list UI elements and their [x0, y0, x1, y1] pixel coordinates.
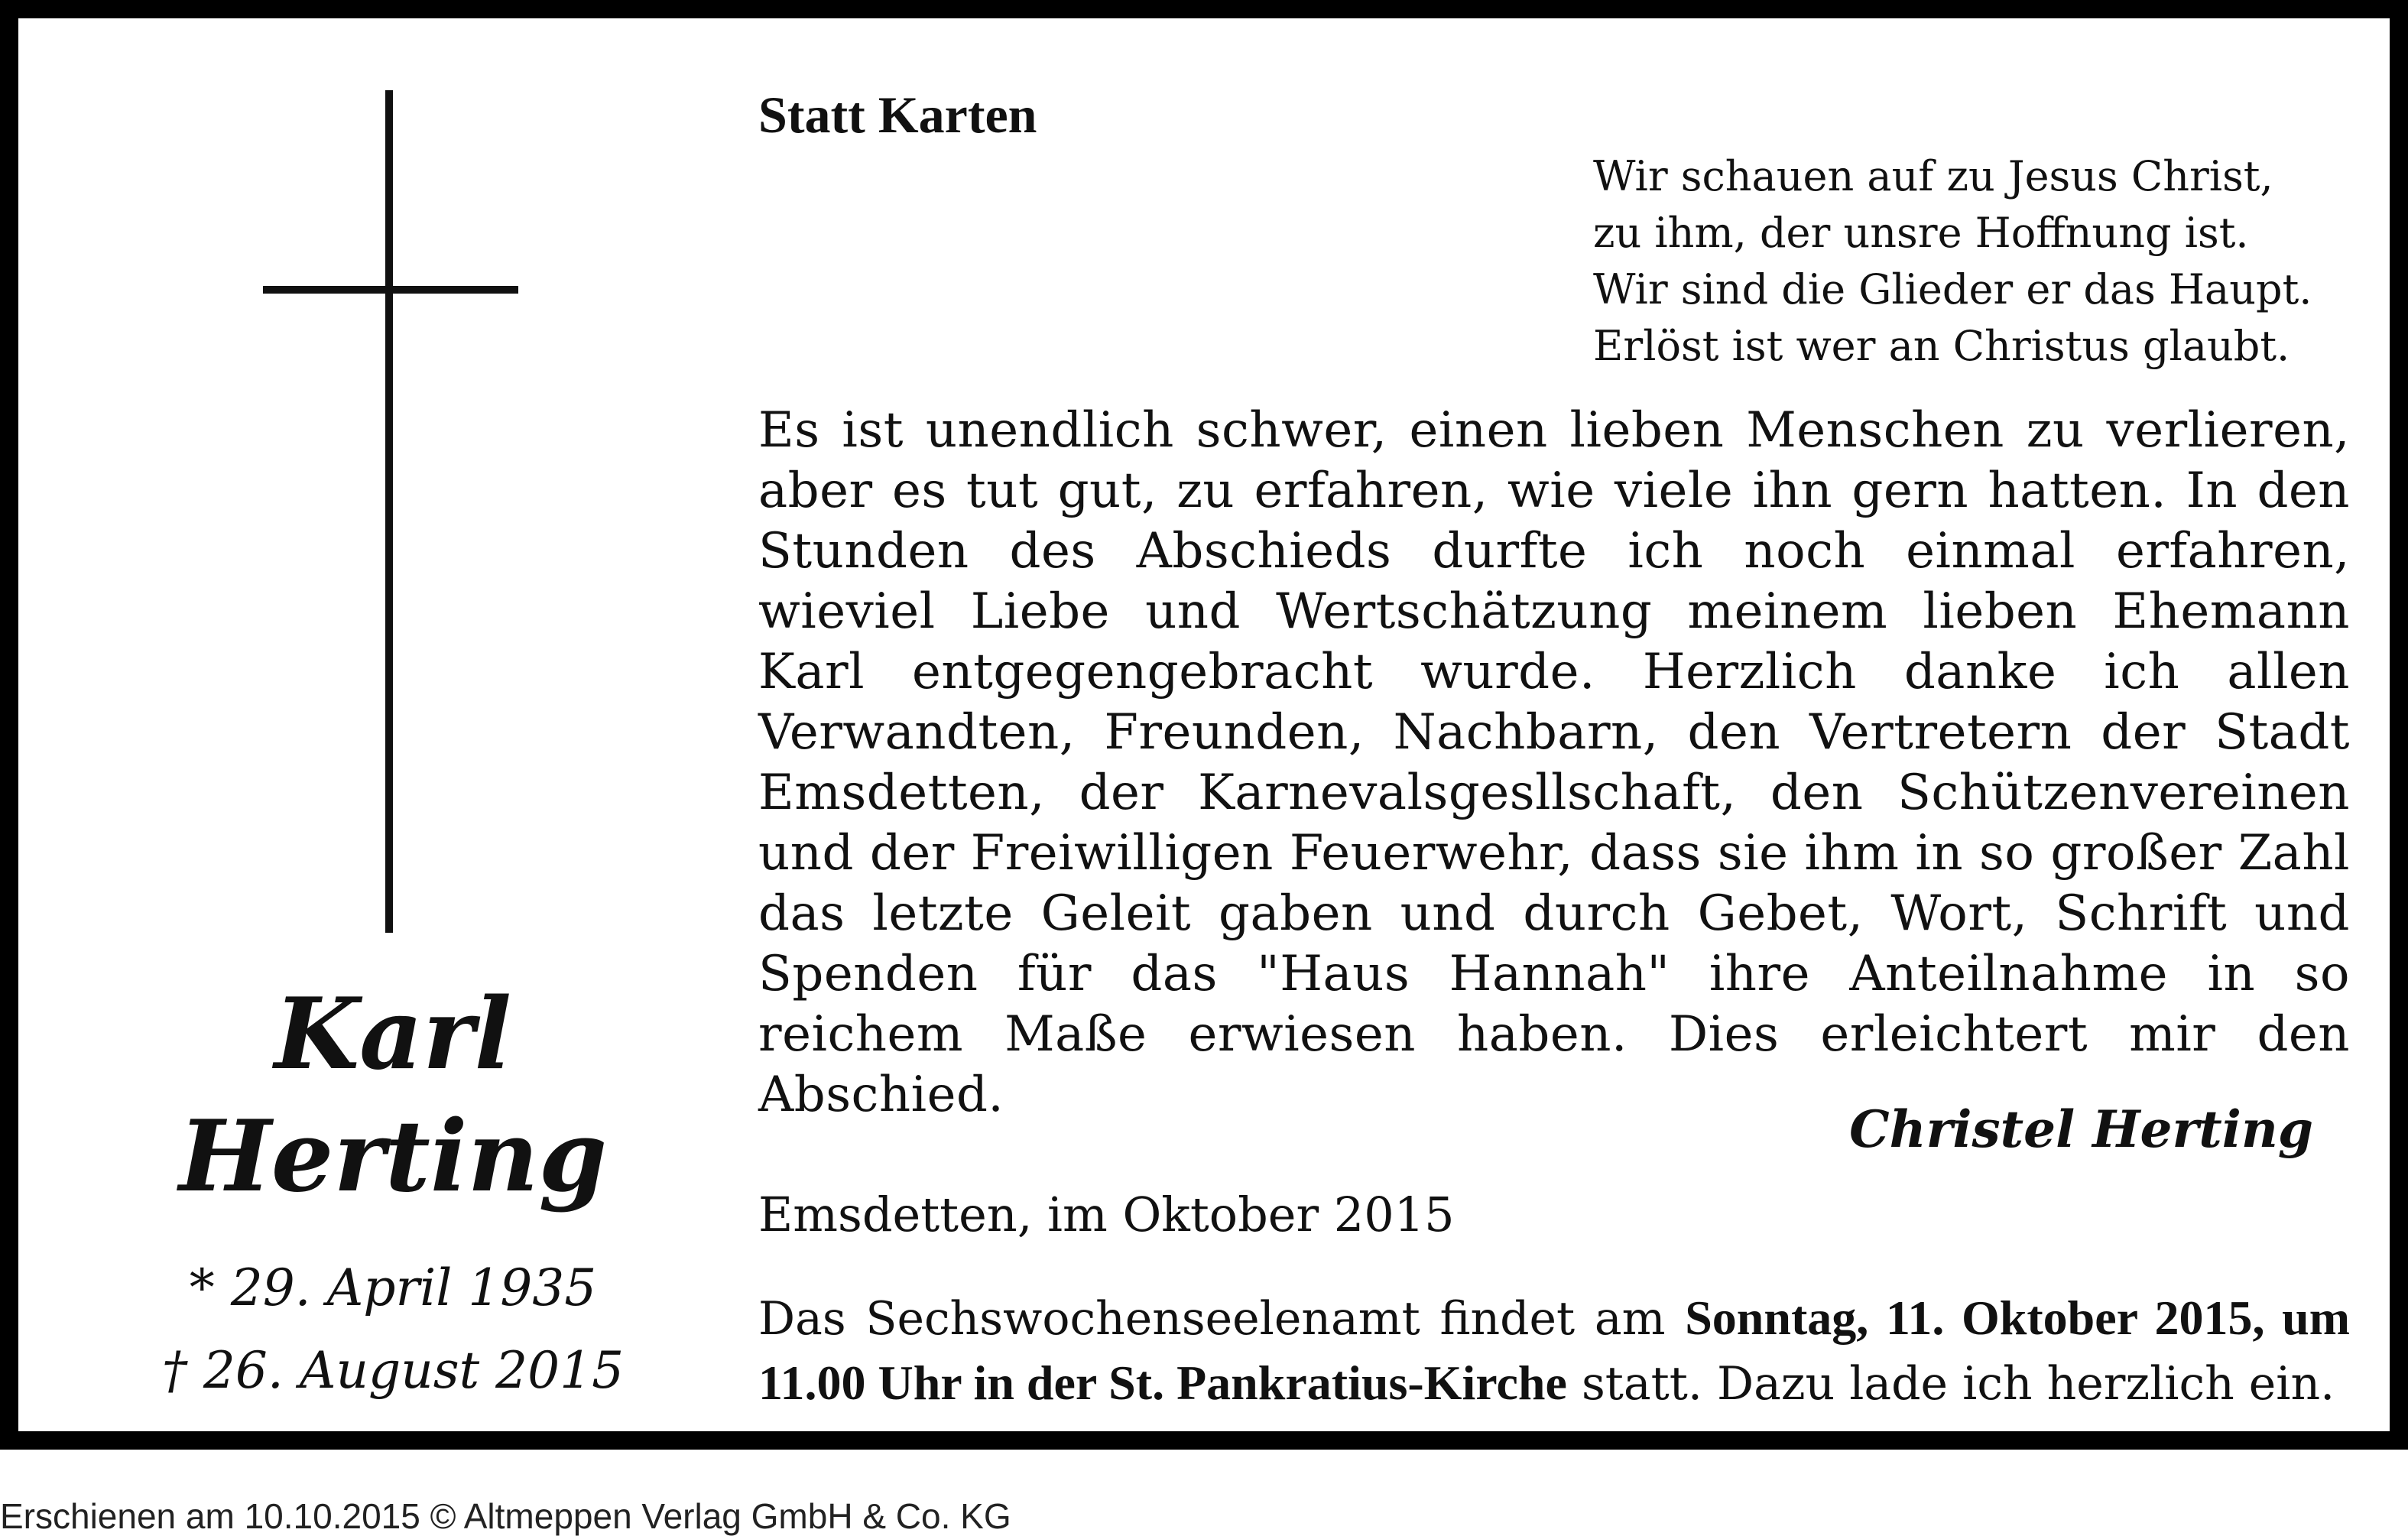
heading-statt-karten: Statt Karten: [758, 86, 1037, 144]
cross-icon-vertical: [385, 90, 393, 933]
thank-you-text: Es ist unendlich schwer, einen lieben Menschen zu verlieren, aber es tut gut, zu erfahren, wie viele ihn gern hatten. In den Stunden des Abschieds durfte ich noch einmal erfahren, wieviel Liebe und Wertschätzung meinem lieben Ehemann Karl entgegengebracht wurde. Herzlich danke ich allen Verwandten, Freunden, Nachbarn, den Vertretern der Stadt Emsdetten, der Karnevalsgesllschaft, den Schützenvereinen und der Freiwilligen Feuerwehr, dass sie ihm in so großer Zahl das letzte Geleit gaben und durch Gebet, Wort, Schrift und Spenden für das "Haus Hannah" ihre Anteilnahme in so reichem Maße erwiesen haben. Dies erleichtert mir den Abschied.: [758, 402, 2350, 1123]
poem-line: Wir sind die Glieder er das Haupt.: [1593, 265, 2312, 313]
notice-text-start: Das Sechswochenseelenamt findet am: [758, 1292, 1686, 1346]
place-date: Emsdetten, im Oktober 2015: [758, 1187, 1455, 1242]
poem-line: Wir schauen auf zu Jesus Christ,: [1593, 152, 2273, 200]
deceased-last-name: Herting: [178, 1099, 608, 1214]
poem: [1593, 148, 2312, 375]
poem-line: Erlöst ist wer an Christus glaubt.: [1593, 322, 2290, 370]
cross-icon-horizontal: [263, 286, 518, 294]
poem-line: zu ihm, der unsre Hoffnung ist.: [1593, 209, 2249, 257]
publication-footer: Erschienen am 10.10.2015 © Altmeppen Verlag GmbH & Co. KG: [0, 1496, 1011, 1536]
notice-text-end: statt. Dazu lade ich herzlich ein.: [1566, 1357, 2335, 1411]
deceased-first-name: Karl: [274, 977, 512, 1092]
death-date: † 26. August 2015: [161, 1341, 625, 1400]
memorial-notice: [758, 1286, 2350, 1416]
notice-date-location: Sonntag, 11. Oktober 2015, um 11.00 Uhr in der St. Pankratius-Kirche: [758, 1291, 2351, 1410]
signature: Christel Herting: [1849, 1099, 2313, 1159]
birth-date: * 29. April 1935: [189, 1258, 597, 1317]
